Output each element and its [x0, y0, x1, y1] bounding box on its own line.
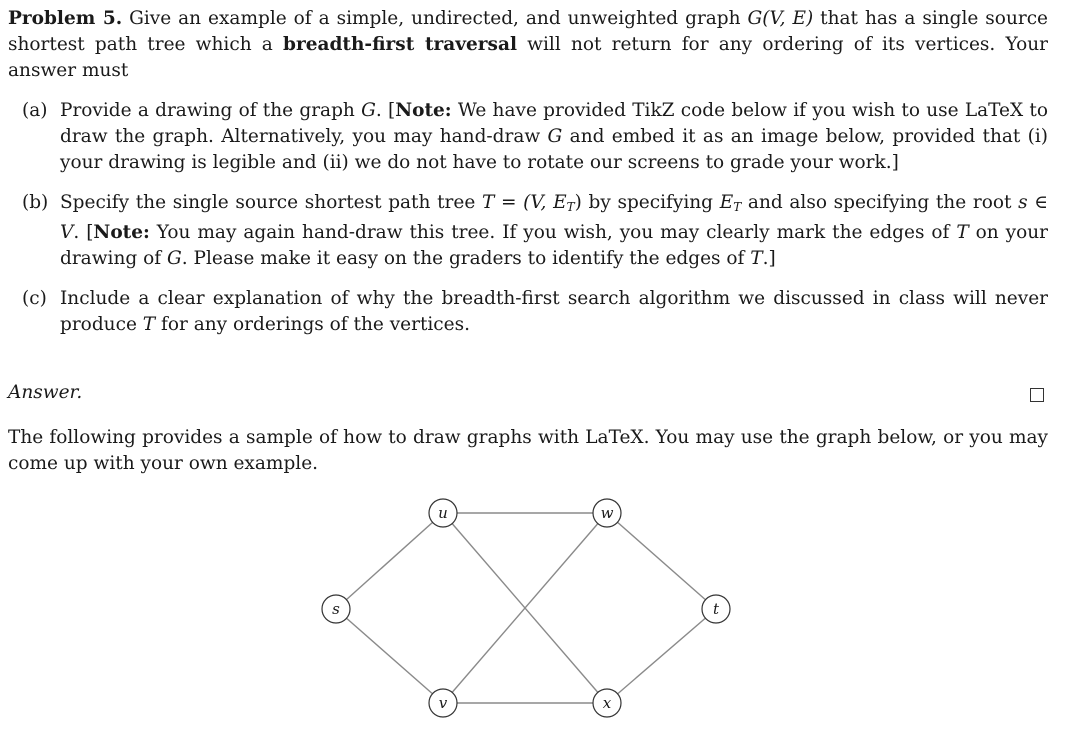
part-math-subscript: T	[566, 200, 575, 214]
part-text: Specify the single source shortest path tree	[60, 192, 482, 213]
answer-sample-text	[8, 425, 1048, 477]
node-label-s: s	[332, 600, 340, 618]
sample-graph	[300, 488, 760, 733]
parts-list	[8, 98, 1048, 338]
part-text: and embed it as an image below, provided that (i) your drawing is legible and (ii) we do not have to rotate our screens to grade your work.]	[60, 126, 1049, 173]
graph-nodes	[322, 499, 730, 717]
node-label-v: v	[438, 694, 448, 712]
part-marker: (a)	[22, 100, 48, 121]
part-text: . Please make it easy on the graders to identify the edges of	[181, 248, 751, 269]
problem-text: that has a single source shortest path tree which a	[8, 8, 1049, 55]
part-text: Provide a drawing of the graph	[60, 100, 362, 121]
part-text: for any orderings of the vertices.	[155, 314, 470, 335]
part-math-subscript: T	[733, 200, 742, 214]
part-math: T	[750, 248, 763, 269]
part-b	[8, 190, 1048, 272]
part-math: G	[547, 126, 563, 147]
node-x	[593, 689, 621, 717]
problem-bold-term: breadth-first traversal	[283, 34, 517, 55]
part-marker: (b)	[22, 192, 49, 213]
node-u	[429, 499, 457, 527]
node-label-w: w	[600, 504, 614, 522]
part-a	[8, 98, 1048, 176]
edge-w-t	[607, 513, 716, 609]
problem-heading: Problem 5.	[8, 8, 123, 29]
node-label-x: x	[602, 694, 612, 712]
part-text: ) by specifying	[574, 192, 720, 213]
edge-s-v	[336, 609, 443, 703]
node-v	[429, 689, 457, 717]
part-text: . [	[375, 100, 396, 121]
part-math: T = (V, E	[481, 192, 567, 213]
part-math: T	[142, 314, 156, 335]
sample-paragraph: The following provides a sample of how to draw graphs with LaTeX. You may use the graph below, or you may come up with your own example.	[8, 427, 1048, 474]
part-text: .]	[762, 248, 776, 269]
node-s	[322, 595, 350, 623]
node-t	[702, 595, 730, 623]
part-text: on your drawing of	[60, 222, 1048, 269]
part-math: E	[719, 192, 734, 213]
node-label-t: t	[712, 600, 720, 618]
part-math: T	[956, 222, 969, 243]
part-c	[8, 286, 1048, 338]
problem-text: Give an example of a simple, undirected, and unweighted graph	[122, 8, 748, 29]
answer-label: Answer.	[8, 382, 83, 403]
problem-page	[8, 6, 1048, 352]
problem-math-graph: G(V, E)	[747, 8, 814, 29]
part-text: . [	[73, 222, 94, 243]
node-label-u: u	[438, 504, 448, 522]
part-math: G	[166, 248, 182, 269]
edge-x-t	[607, 609, 716, 703]
note-label: Note:	[395, 100, 452, 121]
part-text: You may again hand-draw this tree. If you wish, you may clearly mark the edges of	[149, 222, 957, 243]
answer-row	[8, 382, 1048, 410]
part-text: and also specifying the root	[741, 192, 1019, 213]
part-text: Include a clear explanation of why the breadth-first search algorithm we discussed in class will never produce	[60, 288, 1048, 335]
problem-statement	[8, 6, 1048, 84]
part-text: We have provided TikZ code below if you wish to use LaTeX to draw the graph. Alternatively, you may hand-draw	[60, 100, 1048, 147]
part-math: G	[361, 100, 376, 121]
part-math: s ∈ V	[60, 192, 1048, 243]
node-w	[593, 499, 621, 527]
note-label: Note:	[93, 222, 150, 243]
part-marker: (c)	[22, 288, 47, 309]
problem-text: will not return for any ordering of its vertices. Your answer must	[8, 34, 1048, 81]
graph-edges	[336, 513, 716, 703]
qed-box-icon	[1030, 388, 1044, 402]
edge-s-u	[336, 513, 443, 609]
